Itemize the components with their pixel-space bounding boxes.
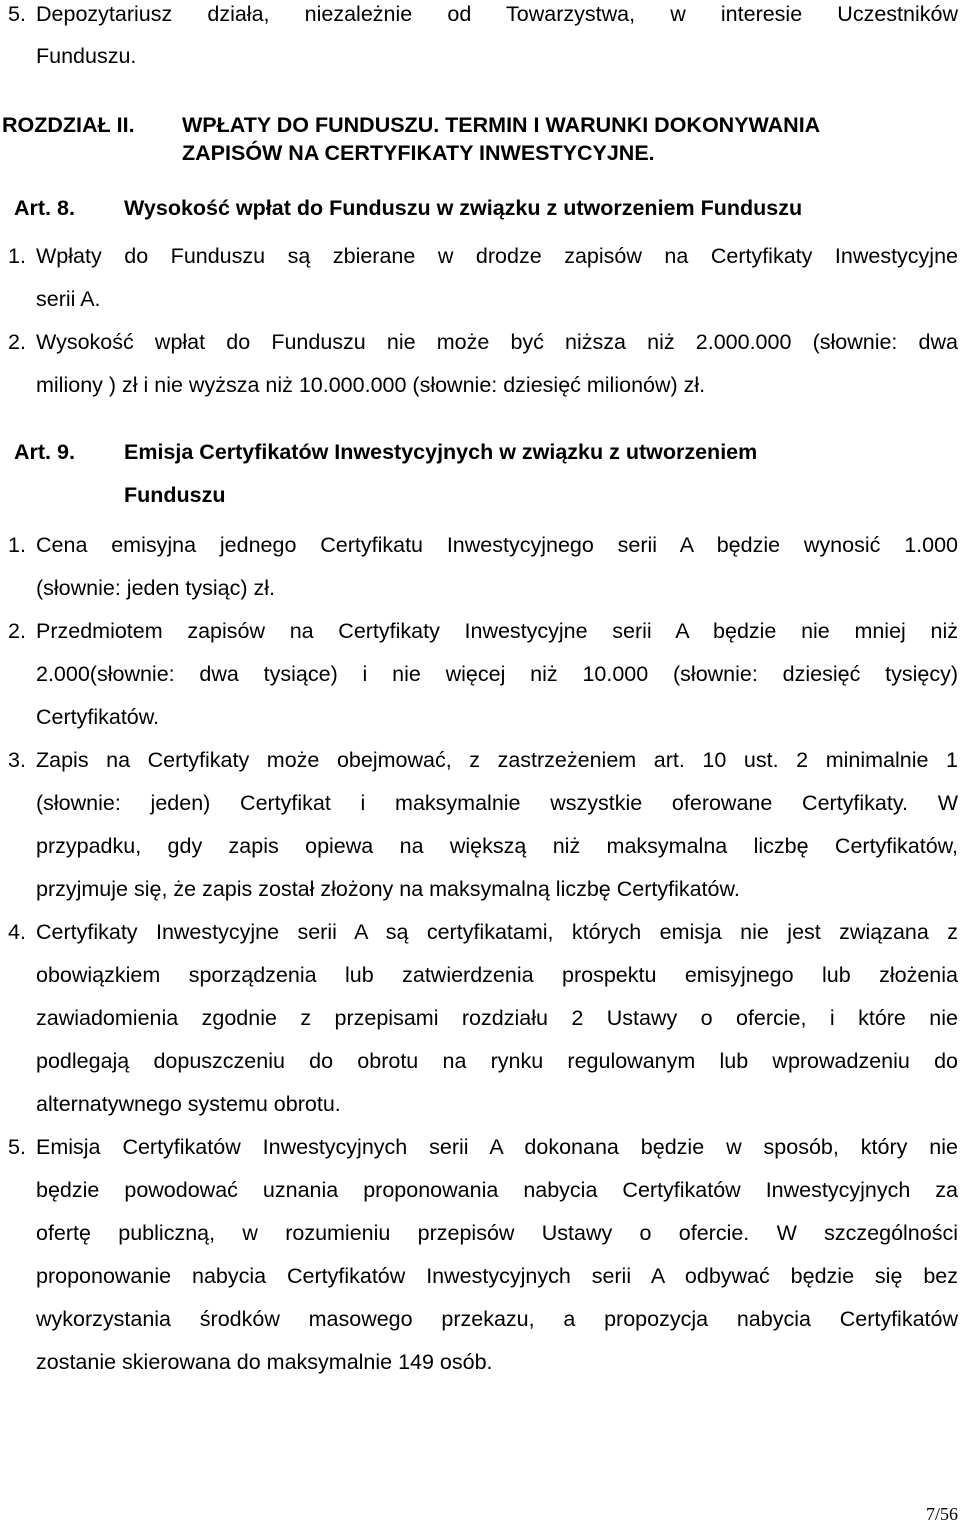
- paragraph-line: Emisja Certyfikatów Inwestycyjnych serii A dokonana będzie w sposób, który nie: [36, 1135, 958, 1159]
- article-title: Wysokość wpłat do Funduszu w związku z utworzeniem Funduszu: [124, 196, 803, 220]
- article-title-line: Emisja Certyfikatów Inwestycyjnych w związku z utworzeniem: [124, 440, 758, 464]
- paragraph-line: Przedmiotem zapisów na Certyfikaty Inwestycyjne serii A będzie nie mniej niż: [36, 619, 958, 643]
- paragraph-line: Cena emisyjna jednego Certyfikatu Inwestycyjnego serii A będzie wynosić 1.000: [36, 533, 958, 557]
- item-number: 3.: [8, 748, 26, 772]
- paragraph-line: obowiązkiem sporządzenia lub zatwierdzenia prospektu emisyjnego lub złożenia: [36, 963, 958, 987]
- paragraph-line: Wysokość wpłat do Funduszu nie może być niższa niż 2.000.000 (słownie: dwa: [36, 330, 958, 354]
- paragraph-line: podlegają dopuszczeniu do obrotu na rynku regulowanym lub wprowadzeniu do: [36, 1049, 958, 1073]
- chapter-title-line: WPŁATY DO FUNDUSZU. TERMIN I WARUNKI DOKONYWANIA: [182, 113, 821, 137]
- paragraph-line: Wpłaty do Funduszu są zbierane w drodze zapisów na Certyfikaty Inwestycyjne: [36, 244, 958, 268]
- paragraph-line: wykorzystania środków masowego przekazu, a propozycja nabycia Certyfikatów: [36, 1307, 958, 1331]
- paragraph-line: Funduszu.: [36, 44, 137, 68]
- paragraph-line: (słownie: jeden) Certyfikat i maksymalnie wszystkie oferowane Certyfikaty. W: [36, 791, 958, 815]
- paragraph-line: alternatywnego systemu obrotu.: [36, 1092, 341, 1116]
- paragraph-line: miliony ) zł i nie wyższa niż 10.000.000 (słownie: dziesięć milionów) zł.: [36, 373, 706, 397]
- paragraph-line: Depozytariusz działa, niezależnie od Towarzystwa, w interesie Uczestników: [36, 2, 958, 26]
- article-title-line: Funduszu: [124, 483, 226, 507]
- chapter-title-line: ZAPISÓW NA CERTYFIKATY INWESTYCYJNE.: [182, 141, 655, 165]
- item-number: 5.: [8, 1135, 26, 1159]
- paragraph-line: Certyfikaty Inwestycyjne serii A są certyfikatami, których emisja nie jest związana z: [36, 920, 958, 944]
- paragraph-line: Zapis na Certyfikaty może obejmować, z zastrzeżeniem art. 10 ust. 2 minimalnie 1: [36, 748, 958, 772]
- paragraph-line: 2.000(słownie: dwa tysiące) i nie więcej niż 10.000 (słownie: dziesięć tysięcy): [36, 662, 958, 686]
- item-number: 4.: [8, 920, 26, 944]
- chapter-label: ROZDZIAŁ II.: [2, 113, 135, 137]
- paragraph-line: przypadku, gdy zapis opiewa na większą niż maksymalna liczbę Certyfikatów,: [36, 834, 958, 858]
- item-number: 5.: [8, 2, 26, 26]
- paragraph-line: (słownie: jeden tysiąc) zł.: [36, 576, 275, 600]
- paragraph-line: ofertę publiczną, w rozumieniu przepisów Ustawy o ofercie. W szczególności: [36, 1221, 958, 1245]
- paragraph-line: proponowanie nabycia Certyfikatów Inwestycyjnych serii A odbywać będzie się bez: [36, 1264, 958, 1288]
- paragraph-line: serii A.: [36, 287, 101, 311]
- item-number: 1.: [8, 244, 26, 268]
- paragraph-line: przyjmuje się, że zapis został złożony na maksymalną liczbę Certyfikatów.: [36, 877, 740, 901]
- article-label: Art. 8.: [14, 196, 75, 220]
- paragraph-line: będzie powodować uznania proponowania nabycia Certyfikatów Inwestycyjnych za: [36, 1178, 958, 1202]
- item-number: 1.: [8, 533, 26, 557]
- paragraph-line: zostanie skierowana do maksymalnie 149 osób.: [36, 1350, 493, 1374]
- article-label: Art. 9.: [14, 440, 75, 464]
- page-number: 7/56: [925, 1504, 958, 1524]
- paragraph-line: Certyfikatów.: [36, 705, 160, 729]
- item-number: 2.: [8, 619, 26, 643]
- item-number: 2.: [8, 330, 26, 354]
- paragraph-line: zawiadomienia zgodnie z przepisami rozdziału 2 Ustawy o ofercie, i które nie: [36, 1006, 958, 1030]
